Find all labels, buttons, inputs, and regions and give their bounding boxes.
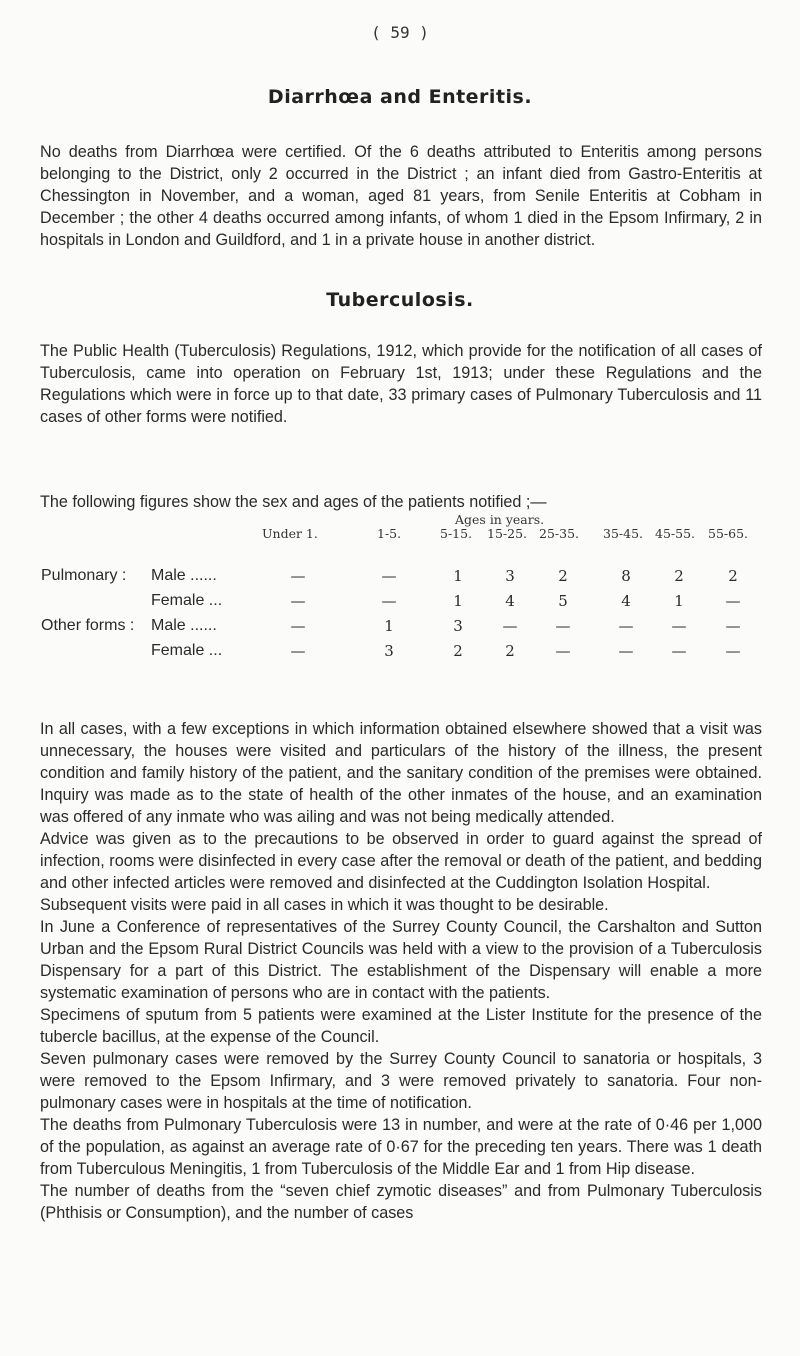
paragraph: The deaths from Pulmonary Tuberculosis were 13 in number, and were at the rate of 0·46 per 1,000 of the population, as against an average rate of 0·67 for the preceding ten years. There was 1 death from Tuberculous Meningitis, 1 from Tuberculosis of the Middle Ear and 1 from Hip disease. bbox=[40, 1116, 762, 1178]
table-cell: 5 bbox=[558, 592, 568, 610]
table-cell: 3 bbox=[453, 617, 463, 635]
paragraph: Seven pulmonary cases were removed by the Surrey County Council to sanatoria or hospitals, 3 were removed to the Epsom Infirmary, and 3 were removed privately to sanatoria. Four non-pulmonary cases were in hospitals at the time of notification. bbox=[40, 1050, 762, 1112]
table-cell: 1 bbox=[674, 592, 684, 610]
paragraph: Subsequent visits were paid in all cases in which it was thought to be desirable. bbox=[40, 896, 609, 914]
diarrhoea-paragraph: No deaths from Diarrhœa were certified. Of the 6 deaths attributed to Enteritis among persons belonging to the District, only 2 occurred in the District ; an infant died from Gastro-Enteritis at Chessington in November, and a woman, aged 81 years, from Senile Enteritis at Cobham in December ; the other 4 deaths occurred among infants, of whom 1 died in the Epsom Infirmary, 2 in hospitals in London and Guildford, and 1 in a private house in another district. bbox=[40, 143, 762, 249]
column-header: 1-5. bbox=[377, 526, 402, 541]
table-cell: 1 bbox=[453, 592, 463, 610]
tuberculosis-paragraph: The Public Health (Tuberculosis) Regulations, 1912, which provide for the notification of all cases of Tuberculosis, came into operation on February 1st, 1913; under these Regulations and the Regulations which were in force up to that date, 33 primary cases of Pulmonary Tuberculosis and 11 cases of other forms were notified. bbox=[40, 342, 762, 426]
ages-caption: Ages in years. bbox=[455, 512, 545, 527]
row-sex-label: Female ... bbox=[151, 642, 223, 659]
table-cell: 1 bbox=[453, 567, 463, 585]
table-cell: 2 bbox=[505, 642, 515, 660]
row-sex-label: Female ... bbox=[151, 592, 223, 609]
column-header: 15-25. bbox=[487, 526, 528, 541]
table-intro: The following figures show the sex and ages of the patients notified ;— bbox=[40, 493, 547, 511]
table-cell: — bbox=[618, 642, 634, 660]
table-cell: — bbox=[381, 567, 397, 585]
table-cell: — bbox=[290, 592, 306, 610]
table-cell: — bbox=[502, 617, 518, 635]
table-cell: — bbox=[290, 617, 306, 635]
table-cell: — bbox=[555, 617, 571, 635]
table-cell: 3 bbox=[384, 642, 394, 660]
paragraph: Advice was given as to the precautions to be observed in order to guard against the spread of infection, rooms were disinfected in every case after the removal or death of the patient, and bedding and other infected articles were removed and disinfected at the Cuddington Isolation Hospital. bbox=[40, 830, 762, 892]
table-cell: — bbox=[381, 592, 397, 610]
table-cell: — bbox=[725, 642, 741, 660]
table-cell: 4 bbox=[621, 592, 631, 610]
column-header: Under 1. bbox=[262, 526, 318, 541]
paragraph: Specimens of sputum from 5 patients were examined at the Lister Institute for the presence of the tubercle bacillus, at the expense of the Council. bbox=[40, 1006, 762, 1046]
column-header: 35-45. bbox=[603, 526, 644, 541]
page-number: ( 59 ) bbox=[371, 23, 429, 42]
table-cell: 2 bbox=[674, 567, 684, 585]
column-header: 55-65. bbox=[708, 526, 749, 541]
column-header: 5-15. bbox=[440, 526, 473, 541]
table-cell: — bbox=[290, 567, 306, 585]
body-text bbox=[40, 718, 762, 1224]
column-header: 25-35. bbox=[539, 526, 580, 541]
row-sex-label: Male ...... bbox=[151, 617, 217, 634]
table-cell: — bbox=[555, 642, 571, 660]
section-title-tuberculosis: Tuberculosis. bbox=[326, 289, 474, 311]
row-sex-label: Male ...... bbox=[151, 567, 217, 584]
column-header: 45-55. bbox=[655, 526, 696, 541]
table-cell: 4 bbox=[505, 592, 515, 610]
table-cell: — bbox=[671, 617, 687, 635]
table-cell: 2 bbox=[453, 642, 463, 660]
table-cell: — bbox=[671, 642, 687, 660]
section-title-diarrhoea: Diarrhœa and Enteritis. bbox=[267, 86, 533, 108]
table-cell: — bbox=[725, 592, 741, 610]
row-group-label: Other forms : bbox=[41, 617, 135, 634]
paragraph: In all cases, with a few exceptions in which information obtained elsewhere showed that a visit was unnecessary, the houses were visited and particulars of the history of the illness, the present condition and family history of the patient, and the sanitary condition of the premises were obtained. Inquiry was made as to the state of health of the other inmates of the house, and an examination was offered of any inmate who was ailing and was not being medically attended. bbox=[40, 720, 762, 826]
table-cell: 3 bbox=[505, 567, 515, 585]
table-cell: — bbox=[725, 617, 741, 635]
table-cell: 8 bbox=[621, 567, 631, 585]
table-cell: 1 bbox=[384, 617, 394, 635]
paragraph: In June a Conference of representatives of the Surrey County Council, the Carshalton and Sutton Urban and the Epsom Rural District Councils was held with a view to the provision of a Tuberculosis Dispensary for a part of this District. The establishment of the Dispensary will enable a more systematic examination of persons who are in contact with the patients. bbox=[40, 918, 762, 1002]
table-cell: 2 bbox=[728, 567, 738, 585]
table-cell: — bbox=[618, 617, 634, 635]
table-cell: — bbox=[290, 642, 306, 660]
row-group-label: Pulmonary : bbox=[41, 567, 127, 584]
paragraph: The number of deaths from the “seven chief zymotic diseases” and from Pulmonary Tuberculosis (Phthisis or Consumption), and the number of cases bbox=[40, 1182, 762, 1222]
table-cell: 2 bbox=[558, 567, 568, 585]
